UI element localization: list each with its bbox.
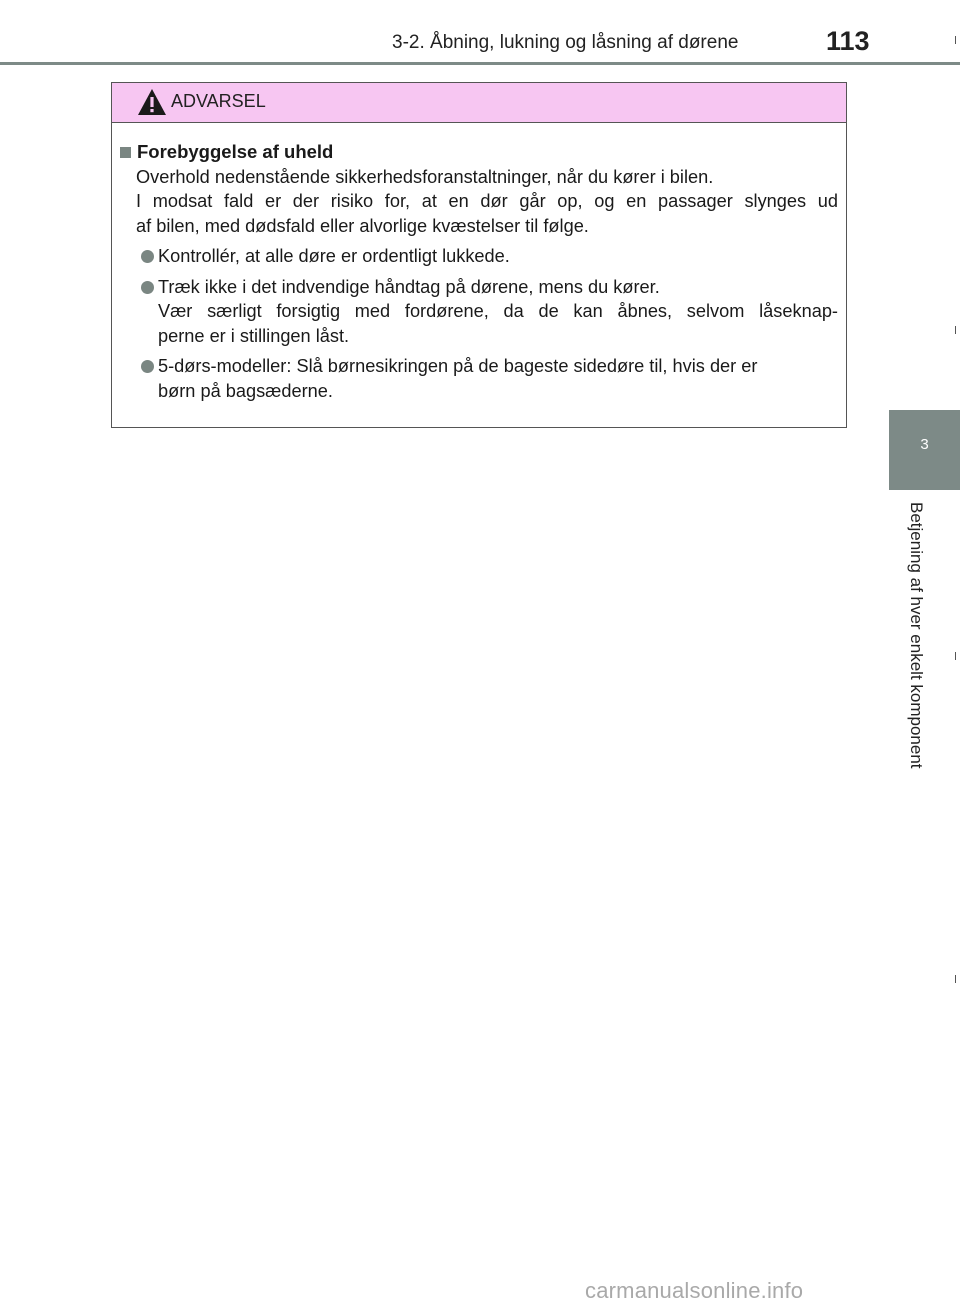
bullet-text: [158, 354, 838, 403]
warning-header: [112, 83, 846, 123]
bullet-text: [158, 275, 838, 349]
chapter-tab-number: 3: [920, 436, 929, 453]
section-heading-text: Forebyggelse af uheld: [137, 141, 334, 162]
round-bullet-icon: [141, 360, 154, 373]
bullet-text: [158, 244, 838, 269]
chapter-title: 3-2. Åbning, lukning og låsning af dørene: [392, 32, 739, 53]
warning-triangle-icon: [137, 88, 167, 116]
page-number: 113: [826, 26, 870, 56]
bullet-item: [120, 244, 838, 269]
chapter-tab: [889, 410, 960, 490]
bullet-line: 5-dørs-modeller: Slå børnesikringen på de bageste sidedøre til, hvis der er: [158, 356, 758, 376]
crop-mark: [955, 36, 956, 44]
bullet-item: [120, 275, 838, 349]
watermark: carmanualsonline.info: [585, 1278, 804, 1303]
square-bullet-icon: [120, 147, 131, 158]
header-rule: [0, 62, 960, 65]
round-bullet-icon: [141, 281, 154, 294]
bullet-line: Træk ikke i det indvendige håndtag på dørene, mens du kører.: [158, 276, 660, 297]
round-bullet-icon: [141, 250, 154, 263]
crop-mark: [955, 326, 956, 334]
intro-line: af bilen, med dødsfald eller alvorlige kvæstelser til følge.: [136, 215, 589, 236]
bullet-line: Kontrollér, at alle døre er ordentligt lukkede.: [158, 246, 510, 266]
chapter-side-label: Betjening af hver enkelt komponent: [907, 502, 926, 769]
crop-mark: [955, 975, 956, 983]
intro-line: Overhold nedenstående sikkerhedsforanstaltninger, når du kører i bilen.: [136, 166, 714, 187]
crop-mark: [955, 652, 956, 660]
bullet-line: perne er i stillingen låst.: [158, 325, 350, 346]
bullet-line: Vær særligt forsigtig med fordørene, da de kan åbnes, selvom låseknap-: [158, 301, 838, 321]
section-heading: [120, 140, 838, 165]
warning-body: [112, 123, 846, 403]
warning-box: [111, 82, 847, 428]
bullet-item: [120, 354, 838, 403]
intro-paragraph: [136, 165, 838, 239]
bullet-line: børn på bagsæderne.: [158, 380, 333, 401]
intro-line: I modsat fald er der risiko for, at en dør går op, og en passager slynges ud: [136, 191, 838, 211]
warning-label: ADVARSEL: [171, 91, 266, 111]
